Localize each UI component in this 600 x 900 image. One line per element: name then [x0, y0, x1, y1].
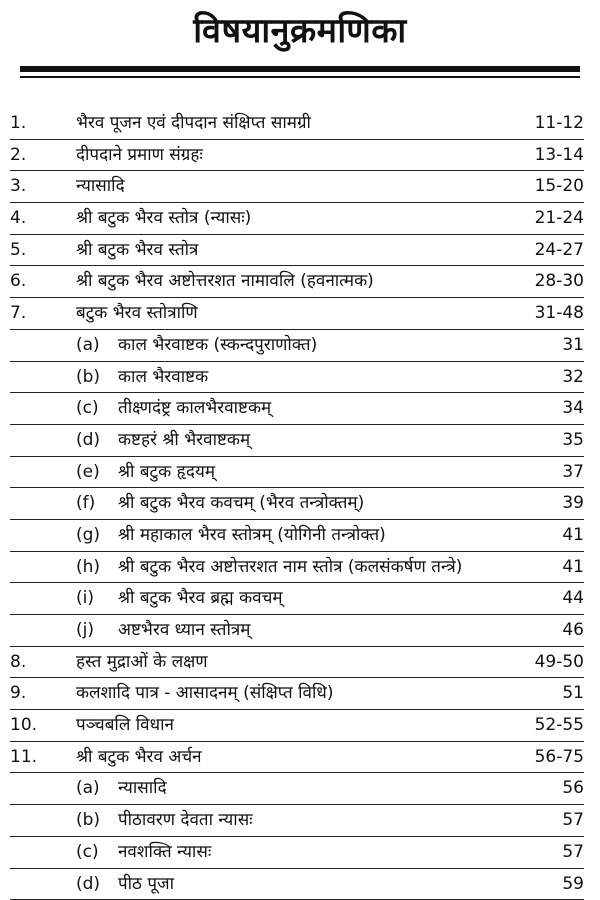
- entry-page: 39: [562, 488, 584, 520]
- entry-page: 13-14: [535, 140, 584, 172]
- entry-number: 3.: [10, 171, 26, 203]
- entry-title: श्री बटुक भैरव स्तोत्र (न्यासः): [76, 203, 251, 235]
- entry-page: 41: [562, 520, 584, 552]
- entry-number: (e): [76, 457, 100, 489]
- toc-subentry: [0, 488, 600, 520]
- toc-entry: [0, 710, 600, 742]
- entry-number: 6.: [10, 266, 26, 298]
- entry-page: 44: [562, 583, 584, 615]
- toc-entry: [0, 108, 600, 140]
- toc-entry: [0, 140, 600, 172]
- toc-entry: [0, 171, 600, 203]
- entry-number: (c): [76, 837, 99, 869]
- entry-page: 59: [562, 869, 584, 900]
- entry-number: (d): [76, 869, 100, 900]
- entry-page: 57: [562, 837, 584, 869]
- toc-subentry: [0, 869, 600, 900]
- entry-title: श्री बटुक हृदयम्: [118, 457, 215, 489]
- toc-subentry: [0, 615, 600, 647]
- toc-entry: [0, 203, 600, 235]
- entry-number: (h): [76, 552, 100, 584]
- entry-number: (d): [76, 425, 100, 457]
- entry-title: कष्टहरं श्री भैरवाष्टकम्: [118, 425, 250, 457]
- title-rule-thick: [20, 66, 580, 72]
- entry-number: (f): [76, 488, 95, 520]
- entry-number: (j): [76, 615, 94, 647]
- entry-page: 56: [562, 773, 584, 805]
- title-rule-thin: [20, 76, 580, 78]
- entry-title: श्री बटुक भैरव अष्टोत्तरशत नाम स्तोत्र (कलसंकर्षण तन्त्रे): [118, 552, 462, 584]
- entry-number: 2.: [10, 140, 26, 172]
- entry-title: श्री बटुक भैरव ब्रह्म कवचम्: [118, 583, 283, 615]
- entry-number: 11.: [10, 742, 37, 774]
- entry-page: 24-27: [535, 235, 584, 267]
- entry-title: श्री बटुक भैरव अर्चन: [76, 742, 202, 774]
- entry-page: 31-48: [535, 298, 584, 330]
- entry-title: काल भैरवाष्टक: [118, 362, 208, 394]
- entry-title: पञ्चबलि विधान: [76, 710, 174, 742]
- entry-title: कलशादि पात्र - आसादनम् (संक्षिप्त विधि): [76, 678, 333, 710]
- entry-title: बटुक भैरव स्तोत्राणि: [76, 298, 198, 330]
- entry-page: 49-50: [535, 647, 584, 679]
- entry-page: 46: [562, 615, 584, 647]
- entry-title: न्यासादि: [118, 773, 167, 805]
- entry-title: काल भैरवाष्टक (स्कन्दपुराणोक्त): [118, 330, 317, 362]
- entry-page: 51: [562, 678, 584, 710]
- entry-title: तीक्ष्णदंष्ट्र कालभैरवाष्टकम्: [118, 393, 271, 425]
- toc-subentry: [0, 457, 600, 489]
- entry-number: 9.: [10, 678, 26, 710]
- entry-number: 1.: [10, 108, 26, 140]
- entry-page: 34: [562, 393, 584, 425]
- entry-title: पीठ पूजा: [118, 869, 174, 900]
- entry-number: (i): [76, 583, 94, 615]
- entry-page: 37: [562, 457, 584, 489]
- entry-page: 35: [562, 425, 584, 457]
- toc-subentry: [0, 393, 600, 425]
- entry-title: भैरव पूजन एवं दीपदान संक्षिप्त सामग्री: [76, 108, 311, 140]
- entry-number: (c): [76, 393, 99, 425]
- entry-title: श्री बटुक भैरव स्तोत्र: [76, 235, 198, 267]
- entry-title: श्री बटुक भैरव अष्टोत्तरशत नामावलि (हवनात्मक): [76, 266, 374, 298]
- toc-subentry: [0, 425, 600, 457]
- toc-entry: [0, 298, 600, 330]
- entry-title: श्री महाकाल भैरव स्तोत्रम् (योगिनी तन्त्रोक्त): [118, 520, 386, 552]
- table-of-contents: [0, 108, 600, 900]
- page-title: विषयानुक्रमणिका: [0, 6, 600, 52]
- entry-page: 56-75: [535, 742, 584, 774]
- entry-number: 5.: [10, 235, 26, 267]
- toc-subentry: [0, 330, 600, 362]
- toc-entry: [0, 266, 600, 298]
- entry-page: 41: [562, 552, 584, 584]
- toc-subentry: [0, 362, 600, 394]
- toc-entry: [0, 647, 600, 679]
- entry-page: 32: [562, 362, 584, 394]
- entry-number: (b): [76, 362, 100, 394]
- entry-page: 52-55: [535, 710, 584, 742]
- entry-page: 15-20: [535, 171, 584, 203]
- entry-number: (b): [76, 805, 100, 837]
- entry-title: दीपदाने प्रमाण संग्रहः: [76, 140, 203, 172]
- entry-number: 4.: [10, 203, 26, 235]
- toc-subentry: [0, 583, 600, 615]
- entry-page: 31: [562, 330, 584, 362]
- toc-subentry: [0, 552, 600, 584]
- toc-subentry: [0, 520, 600, 552]
- entry-number: (a): [76, 330, 100, 362]
- toc-subentry: [0, 805, 600, 837]
- entry-page: 57: [562, 805, 584, 837]
- entry-title: नवशक्ति न्यासः: [118, 837, 211, 869]
- toc-subentry: [0, 837, 600, 869]
- entry-number: 10.: [10, 710, 37, 742]
- toc-entry: [0, 742, 600, 774]
- entry-number: 8.: [10, 647, 26, 679]
- entry-page: 11-12: [535, 108, 584, 140]
- entry-number: 7.: [10, 298, 26, 330]
- entry-title: हस्त मुद्राओं के लक्षण: [76, 647, 208, 679]
- entry-title: श्री बटुक भैरव कवचम् (भैरव तन्त्रोक्तम्): [118, 488, 364, 520]
- toc-entry: [0, 235, 600, 267]
- entry-page: 28-30: [535, 266, 584, 298]
- toc-entry: [0, 678, 600, 710]
- toc-subentry: [0, 773, 600, 805]
- entry-number: (a): [76, 773, 100, 805]
- entry-page: 21-24: [535, 203, 584, 235]
- entry-title: न्यासादि: [76, 171, 125, 203]
- entry-title: पीठावरण देवता न्यासः: [118, 805, 253, 837]
- entry-title: अष्टभैरव ध्यान स्तोत्रम्: [118, 615, 250, 647]
- entry-number: (g): [76, 520, 100, 552]
